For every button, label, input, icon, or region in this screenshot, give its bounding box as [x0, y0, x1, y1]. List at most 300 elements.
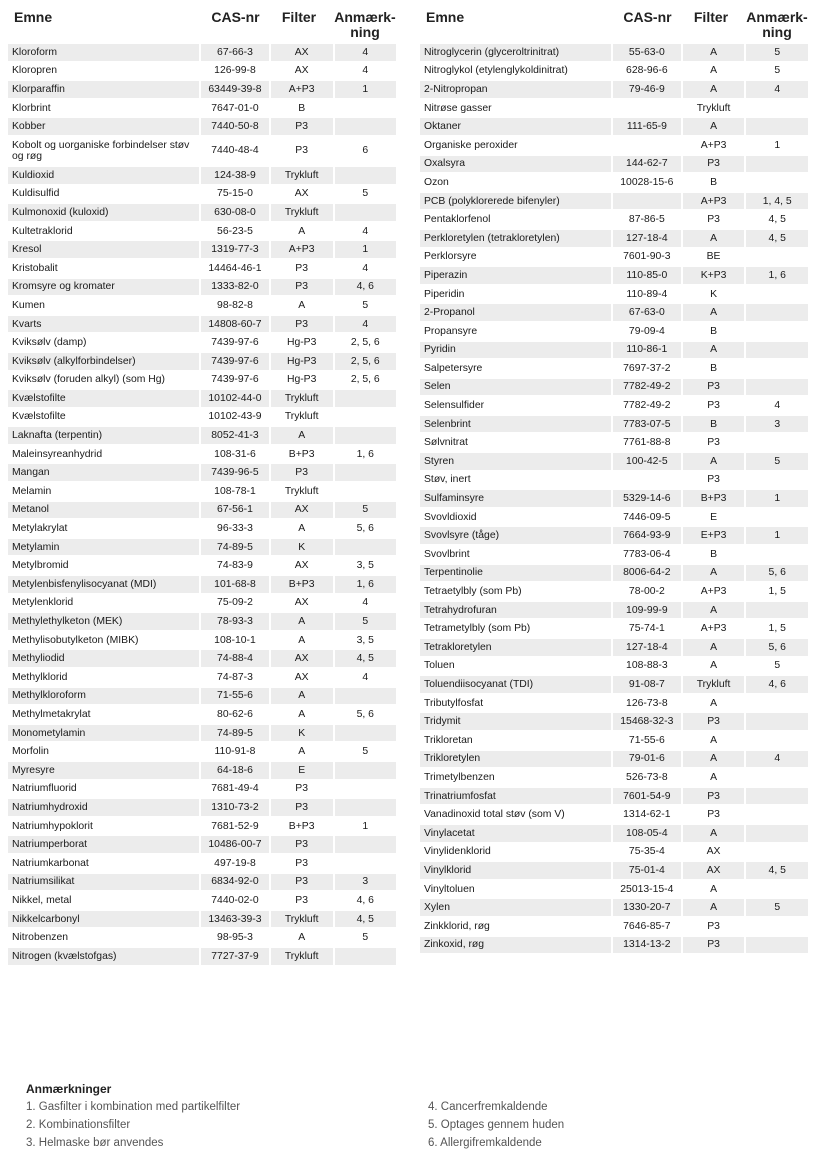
cell-emne: Selensulfider: [420, 397, 611, 414]
cell-emne: Svovldioxid: [420, 509, 611, 526]
cell-emne: Nitroglykol (etylenglykoldinitrat): [420, 63, 611, 80]
cell-emne: Tetrakloretylen: [420, 639, 611, 656]
table-row: [8, 446, 396, 463]
cell-emne: Kviksølv (damp): [8, 334, 199, 351]
cell-filter: A: [683, 304, 745, 321]
cell-filter: A: [683, 751, 745, 768]
cell-cas: 630-08-0: [201, 204, 269, 221]
cell-anmaerkning: [746, 174, 808, 191]
cell-anmaerkning: 5: [746, 63, 808, 80]
table-row: [8, 316, 396, 333]
left-substance-table: [6, 42, 398, 967]
cell-cas: 15468-32-3: [613, 713, 681, 730]
cell-emne: Natriumperborat: [8, 836, 199, 853]
cell-filter: P3: [683, 713, 745, 730]
table-row: [420, 193, 808, 210]
notes-title: Anmærkninger: [26, 1082, 112, 1096]
cell-anmaerkning: [335, 118, 396, 135]
cell-emne: Toluendiisocyanat (TDI): [420, 676, 611, 693]
cell-cas: 71-55-6: [201, 688, 269, 705]
table-row: [8, 137, 396, 165]
cell-anmaerkning: 4, 5: [746, 862, 808, 879]
table-row: [8, 279, 396, 296]
table-row: [420, 81, 808, 98]
table-row: [420, 844, 808, 861]
cell-cas: 1330-20-7: [613, 899, 681, 916]
table-row: [420, 230, 808, 247]
cell-anmaerkning: [335, 483, 396, 500]
cell-filter: Trykluft: [271, 483, 333, 500]
cell-filter: A: [683, 639, 745, 656]
table-row: [420, 323, 808, 340]
cell-anmaerkning: [335, 781, 396, 798]
cell-cas: 7782-49-2: [613, 379, 681, 396]
cell-emne: Selen: [420, 379, 611, 396]
cell-emne: Kresol: [8, 241, 199, 258]
cell-filter: P3: [683, 806, 745, 823]
cell-emne: Pentaklorfenol: [420, 211, 611, 228]
cell-cas: 108-31-6: [201, 446, 269, 463]
cell-anmaerkning: [335, 539, 396, 556]
cell-cas: 71-55-6: [613, 732, 681, 749]
cell-filter: Trykluft: [271, 911, 333, 928]
header-anmaerkning: [334, 10, 396, 40]
cell-emne: Selenbrint: [420, 416, 611, 433]
cell-emne: Nitrobenzen: [8, 929, 199, 946]
cell-anmaerkning: 1, 5: [746, 620, 808, 637]
cell-emne: Myresyre: [8, 762, 199, 779]
cell-emne: Piperazin: [420, 267, 611, 284]
cell-cas: 108-05-4: [613, 825, 681, 842]
cell-anmaerkning: [746, 360, 808, 377]
cell-cas: 144-62-7: [613, 156, 681, 173]
table-row: [8, 297, 396, 314]
cell-cas: 1314-13-2: [613, 937, 681, 954]
table-row: [8, 44, 396, 61]
cell-emne: Methylmetakrylat: [8, 706, 199, 723]
cell-anmaerkning: 5: [746, 899, 808, 916]
table-row: [420, 286, 808, 303]
cell-filter: AX: [271, 669, 333, 686]
cell-filter: A: [683, 695, 745, 712]
cell-anmaerkning: 4: [335, 595, 396, 612]
cell-emne: Pyridin: [420, 342, 611, 359]
cell-cas: [613, 100, 681, 117]
cell-emne: PCB (polyklorerede bifenyler): [420, 193, 611, 210]
cell-filter: AX: [271, 186, 333, 203]
cell-anmaerkning: [335, 390, 396, 407]
cell-cas: 7439-97-6: [201, 353, 269, 370]
header-filter: Filter: [281, 9, 317, 25]
cell-cas: 78-93-3: [201, 613, 269, 630]
cell-emne: Vinyltoluen: [420, 881, 611, 898]
table-row: [420, 546, 808, 563]
cell-anmaerkning: [746, 546, 808, 563]
table-row: [420, 732, 808, 749]
cell-cas: 74-87-3: [201, 669, 269, 686]
cell-anmaerkning: 2, 5, 6: [335, 334, 396, 351]
table-row: [420, 453, 808, 470]
cell-cas: 75-15-0: [201, 186, 269, 203]
cell-anmaerkning: 1: [746, 527, 808, 544]
cell-cas: 5329-14-6: [613, 490, 681, 507]
cell-cas: 75-74-1: [613, 620, 681, 637]
cell-filter: A: [683, 602, 745, 619]
cell-anmaerkning: [746, 342, 808, 359]
cell-filter: Trykluft: [271, 409, 333, 426]
cell-emne: Kobolt og uorganiske forbindelser støv og røg: [8, 137, 199, 165]
cell-anmaerkning: [746, 806, 808, 823]
cell-emne: Methylkloroform: [8, 688, 199, 705]
cell-emne: Kuldioxid: [8, 167, 199, 184]
cell-anmaerkning: [746, 304, 808, 321]
cell-cas: 7646-85-7: [613, 918, 681, 935]
cell-filter: AX: [683, 844, 745, 861]
cell-cas: 14808-60-7: [201, 316, 269, 333]
cell-anmaerkning: [746, 286, 808, 303]
cell-cas: 7439-96-5: [201, 464, 269, 481]
cell-filter: E+P3: [683, 527, 745, 544]
table-row: [8, 334, 396, 351]
cell-emne: Piperidin: [420, 286, 611, 303]
cell-emne: Metylbromid: [8, 557, 199, 574]
table-row: [420, 862, 808, 879]
table-row: [420, 63, 808, 80]
cell-cas: 98-82-8: [201, 297, 269, 314]
right-substance-table: [418, 42, 810, 955]
cell-cas: 126-99-8: [201, 63, 269, 80]
right-column: [420, 0, 810, 955]
cell-emne: Kviksølv (alkylforbindelser): [8, 353, 199, 370]
table-row: [8, 595, 396, 612]
cell-anmaerkning: [746, 602, 808, 619]
table-row: [8, 669, 396, 686]
cell-emne: Metylenbisfenylisocyanat (MDI): [8, 576, 199, 593]
cell-cas: 25013-15-4: [613, 881, 681, 898]
cell-filter: P3: [271, 316, 333, 333]
cell-emne: Natriumsilikat: [8, 874, 199, 891]
cell-anmaerkning: [335, 688, 396, 705]
cell-filter: B+P3: [271, 446, 333, 463]
cell-anmaerkning: [746, 713, 808, 730]
cell-cas: [613, 193, 681, 210]
cell-cas: 74-89-5: [201, 539, 269, 556]
left-table-header: [8, 0, 398, 42]
cell-filter: Hg-P3: [271, 372, 333, 389]
table-row: [420, 342, 808, 359]
cell-anmaerkning: [746, 732, 808, 749]
table-row: [420, 416, 808, 433]
cell-filter: P3: [271, 799, 333, 816]
cell-anmaerkning: [335, 948, 396, 965]
cell-anmaerkning: 1: [746, 490, 808, 507]
table-row: [8, 81, 396, 98]
table-row: [420, 602, 808, 619]
cell-emne: Trikloretan: [420, 732, 611, 749]
table-row: [8, 390, 396, 407]
cell-emne: Kvælstofilte: [8, 409, 199, 426]
cell-anmaerkning: [746, 769, 808, 786]
table-row: [8, 100, 396, 117]
cell-filter: P3: [271, 464, 333, 481]
cell-emne: Kromsyre og kromater: [8, 279, 199, 296]
cell-cas: 7647-01-0: [201, 100, 269, 117]
cell-emne: Toluen: [420, 658, 611, 675]
cell-cas: 75-35-4: [613, 844, 681, 861]
cell-filter: A: [683, 63, 745, 80]
cell-filter: A: [683, 769, 745, 786]
cell-cas: 101-68-8: [201, 576, 269, 593]
cell-filter: K: [271, 725, 333, 742]
cell-anmaerkning: 5: [335, 186, 396, 203]
table-row: [420, 379, 808, 396]
table-row: [420, 620, 808, 637]
table-row: [420, 695, 808, 712]
table-row: [8, 632, 396, 649]
table-row: [8, 63, 396, 80]
cell-emne: Natriumkarbonat: [8, 855, 199, 872]
cell-emne: Vinylklorid: [420, 862, 611, 879]
note-1: 1. Gasfilter i kombination med partikelfilter: [26, 1101, 241, 1113]
cell-filter: A: [683, 453, 745, 470]
cell-cas: 67-66-3: [201, 44, 269, 61]
table-row: [8, 706, 396, 723]
cell-filter: A+P3: [271, 241, 333, 258]
cell-cas: 75-01-4: [613, 862, 681, 879]
cell-emne: Tridymit: [420, 713, 611, 730]
cell-anmaerkning: 4, 5: [335, 911, 396, 928]
cell-emne: Sulfaminsyre: [420, 490, 611, 507]
table-row: [8, 241, 396, 258]
cell-emne: Kulmonoxid (kuloxid): [8, 204, 199, 221]
cell-anmaerkning: 1: [335, 81, 396, 98]
table-row: [8, 855, 396, 872]
table-row: [8, 118, 396, 135]
table-row: [420, 583, 808, 600]
cell-filter: A+P3: [271, 81, 333, 98]
table-row: [420, 806, 808, 823]
cell-emne: Metylenklorid: [8, 595, 199, 612]
cell-cas: 1333-82-0: [201, 279, 269, 296]
cell-cas: 96-33-3: [201, 520, 269, 537]
table-row: [8, 520, 396, 537]
cell-emne: Salpetersyre: [420, 360, 611, 377]
table-row: [420, 137, 808, 154]
cell-anmaerkning: 4: [335, 223, 396, 240]
table-row: [8, 743, 396, 760]
cell-anmaerkning: 5, 6: [746, 639, 808, 656]
table-row: [8, 483, 396, 500]
table-row: [8, 781, 396, 798]
cell-filter: A: [683, 658, 745, 675]
cell-filter: BE: [683, 249, 745, 266]
cell-anmaerkning: [746, 695, 808, 712]
cell-anmaerkning: [335, 167, 396, 184]
table-row: [420, 751, 808, 768]
header-emne: Emne: [426, 9, 465, 25]
cell-emne: Maleinsyreanhydrid: [8, 446, 199, 463]
cell-cas: 74-88-4: [201, 650, 269, 667]
cell-anmaerkning: 2, 5, 6: [335, 353, 396, 370]
cell-cas: 91-08-7: [613, 676, 681, 693]
cell-cas: 7783-07-5: [613, 416, 681, 433]
table-row: [420, 472, 808, 489]
table-row: [8, 948, 396, 965]
cell-filter: A: [271, 929, 333, 946]
cell-anmaerkning: 3: [335, 874, 396, 891]
cell-filter: A: [271, 706, 333, 723]
cell-emne: Tetraetylbly (som Pb): [420, 583, 611, 600]
table-row: [420, 509, 808, 526]
cell-anmaerkning: [335, 464, 396, 481]
table-row: [420, 267, 808, 284]
cell-emne: Svovlbrint: [420, 546, 611, 563]
cell-emne: Methyliodid: [8, 650, 199, 667]
cell-emne: Ozon: [420, 174, 611, 191]
cell-emne: Terpentinolie: [420, 565, 611, 582]
cell-cas: 8052-41-3: [201, 427, 269, 444]
cell-anmaerkning: [335, 725, 396, 742]
cell-anmaerkning: 5: [335, 502, 396, 519]
table-row: [8, 818, 396, 835]
cell-cas: [613, 472, 681, 489]
cell-cas: 124-38-9: [201, 167, 269, 184]
left-column: [8, 0, 398, 967]
cell-filter: A: [271, 223, 333, 240]
cell-filter: A: [271, 613, 333, 630]
table-row: [420, 639, 808, 656]
table-row: [420, 713, 808, 730]
cell-emne: Kristobalit: [8, 260, 199, 277]
cell-emne: Monometylamin: [8, 725, 199, 742]
cell-filter: Trykluft: [271, 948, 333, 965]
table-row: [8, 650, 396, 667]
cell-cas: 126-73-8: [613, 695, 681, 712]
cell-emne: Vinylacetat: [420, 825, 611, 842]
cell-filter: P3: [683, 937, 745, 954]
table-row: [420, 156, 808, 173]
cell-filter: A: [271, 632, 333, 649]
cell-anmaerkning: [746, 249, 808, 266]
cell-anmaerkning: 5, 6: [746, 565, 808, 582]
cell-emne: Perklorsyre: [420, 249, 611, 266]
cell-anmaerkning: [335, 100, 396, 117]
table-row: [420, 881, 808, 898]
cell-filter: P3: [683, 472, 745, 489]
table-row: [420, 769, 808, 786]
cell-filter: B: [683, 323, 745, 340]
table-row: [8, 929, 396, 946]
cell-anmaerkning: [746, 509, 808, 526]
cell-anmaerkning: [335, 427, 396, 444]
table-row: [420, 118, 808, 135]
cell-cas: 74-89-5: [201, 725, 269, 742]
cell-cas: 7664-93-9: [613, 527, 681, 544]
cell-emne: Vinylidenklorid: [420, 844, 611, 861]
cell-emne: Morfolin: [8, 743, 199, 760]
cell-anmaerkning: 1, 4, 5: [746, 193, 808, 210]
cell-cas: 7727-37-9: [201, 948, 269, 965]
cell-cas: [613, 137, 681, 154]
cell-filter: P3: [683, 434, 745, 451]
cell-filter: A: [271, 743, 333, 760]
cell-cas: 14464-46-1: [201, 260, 269, 277]
cell-emne: Nikkel, metal: [8, 892, 199, 909]
cell-cas: 87-86-5: [613, 211, 681, 228]
cell-anmaerkning: [746, 937, 808, 954]
table-row: [8, 762, 396, 779]
cell-filter: B+P3: [271, 576, 333, 593]
header-filter: Filter: [693, 9, 729, 25]
cell-anmaerkning: [335, 409, 396, 426]
cell-cas: 8006-64-2: [613, 565, 681, 582]
cell-cas: 67-56-1: [201, 502, 269, 519]
cell-filter: P3: [683, 397, 745, 414]
cell-cas: 10102-44-0: [201, 390, 269, 407]
cell-filter: B: [683, 360, 745, 377]
table-row: [420, 658, 808, 675]
cell-anmaerkning: [746, 918, 808, 935]
cell-anmaerkning: 4: [335, 316, 396, 333]
cell-anmaerkning: [335, 855, 396, 872]
table-row: [8, 409, 396, 426]
cell-cas: 79-46-9: [613, 81, 681, 98]
cell-cas: 13463-39-3: [201, 911, 269, 928]
cell-anmaerkning: [335, 836, 396, 853]
cell-cas: 79-09-4: [613, 323, 681, 340]
cell-cas: 56-23-5: [201, 223, 269, 240]
table-row: [8, 223, 396, 240]
cell-filter: A: [683, 732, 745, 749]
cell-emne: Methylethylketon (MEK): [8, 613, 199, 630]
cell-filter: Trykluft: [683, 676, 745, 693]
cell-emne: Natriumhydroxid: [8, 799, 199, 816]
cell-filter: A: [683, 81, 745, 98]
table-row: [8, 911, 396, 928]
cell-filter: AX: [271, 44, 333, 61]
cell-emne: Nikkelcarbonyl: [8, 911, 199, 928]
cell-cas: 7697-37-2: [613, 360, 681, 377]
cell-filter: AX: [271, 595, 333, 612]
cell-anmaerkning: 4, 6: [335, 279, 396, 296]
cell-anmaerkning: 1: [746, 137, 808, 154]
cell-anmaerkning: 1, 6: [335, 576, 396, 593]
cell-anmaerkning: [746, 825, 808, 842]
cell-cas: 109-99-9: [613, 602, 681, 619]
cell-emne: Natriumhypoklorit: [8, 818, 199, 835]
cell-filter: A: [683, 565, 745, 582]
cell-anmaerkning: [746, 100, 808, 117]
table-row: [8, 427, 396, 444]
cell-cas: 1319-77-3: [201, 241, 269, 258]
cell-anmaerkning: 5: [335, 929, 396, 946]
cell-cas: 79-01-6: [613, 751, 681, 768]
cell-emne: Kultetraklorid: [8, 223, 199, 240]
header-cas: CAS-nr: [211, 9, 260, 25]
table-row: [8, 464, 396, 481]
cell-anmaerkning: 1, 6: [746, 267, 808, 284]
cell-cas: 63449-39-8: [201, 81, 269, 98]
table-row: [8, 725, 396, 742]
cell-cas: 110-86-1: [613, 342, 681, 359]
cell-cas: 7439-97-6: [201, 372, 269, 389]
cell-anmaerkning: 5: [746, 658, 808, 675]
table-row: [420, 174, 808, 191]
table-row: [8, 613, 396, 630]
cell-cas: 10102-43-9: [201, 409, 269, 426]
cell-filter: A+P3: [683, 193, 745, 210]
cell-cas: 7761-88-8: [613, 434, 681, 451]
